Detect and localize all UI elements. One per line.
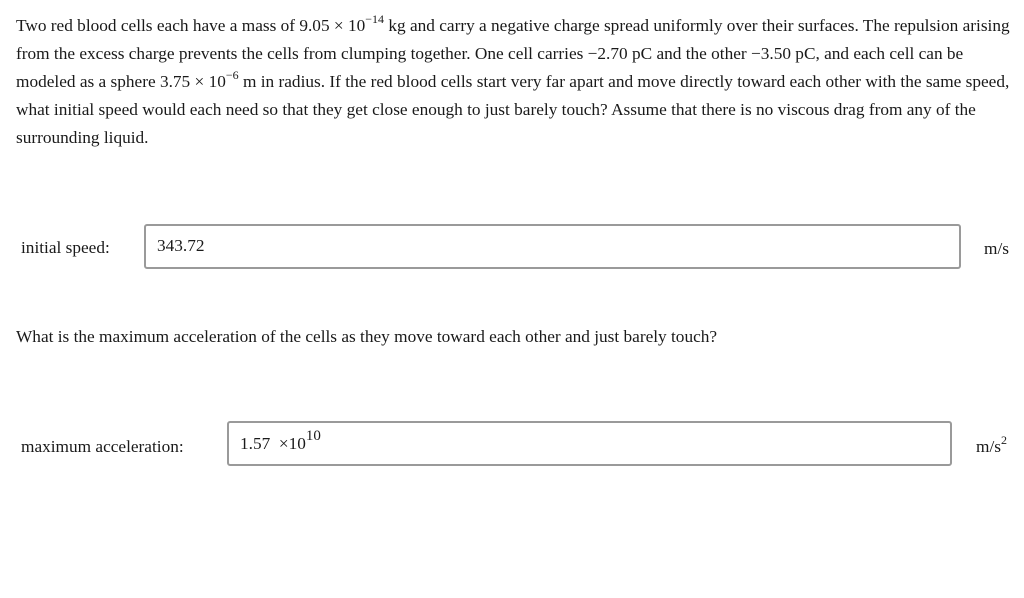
acceleration-times-ten: ×10	[278, 434, 306, 453]
max-acceleration-unit	[976, 433, 1007, 458]
acceleration-unit-base: m/s	[976, 437, 1001, 456]
problem-statement	[16, 12, 1012, 152]
problem-text-part-2: kg and carry a negative charge spread uniformly over their surfaces. The repulsion arising from the excess charge prevents the cells from clumping together. One cell carries −2.70 pC and the other −3.50 pC, and each cell can be modeled as a sphere 3.75 × 10	[16, 16, 1010, 91]
max-acceleration-input[interactable]	[227, 421, 952, 466]
initial-speed-unit: m/s	[984, 239, 1009, 258]
initial-speed-row	[0, 224, 1024, 270]
problem-text-part-1: Two red blood cells each have a mass of 9.05 × 10	[16, 16, 366, 35]
problem-text-part-3: m in radius. If the red blood cells start very far apart and move directly toward each other with the same speed, what initial speed would each need so that they get close enough to just barely touch? Assume that there is no viscous drag from any of the surrounding liquid.	[16, 72, 1010, 147]
acceleration-exponent: 10	[305, 428, 321, 444]
initial-speed-input[interactable]	[144, 224, 961, 269]
max-acceleration-label: maximum acceleration:	[21, 437, 184, 456]
acceleration-question: What is the maximum acceleration of the cells as they move toward each other and just barely touch?	[16, 327, 718, 346]
max-acceleration-value	[240, 428, 321, 456]
acceleration-unit-exponent: 2	[1000, 433, 1007, 448]
initial-speed-label: initial speed:	[21, 238, 110, 257]
max-acceleration-row	[0, 421, 1024, 467]
initial-speed-value: 343.72	[157, 236, 205, 255]
acceleration-mantissa: 1.57	[240, 434, 271, 453]
radius-exponent: −6	[225, 68, 239, 83]
mass-exponent: −14	[365, 12, 385, 27]
